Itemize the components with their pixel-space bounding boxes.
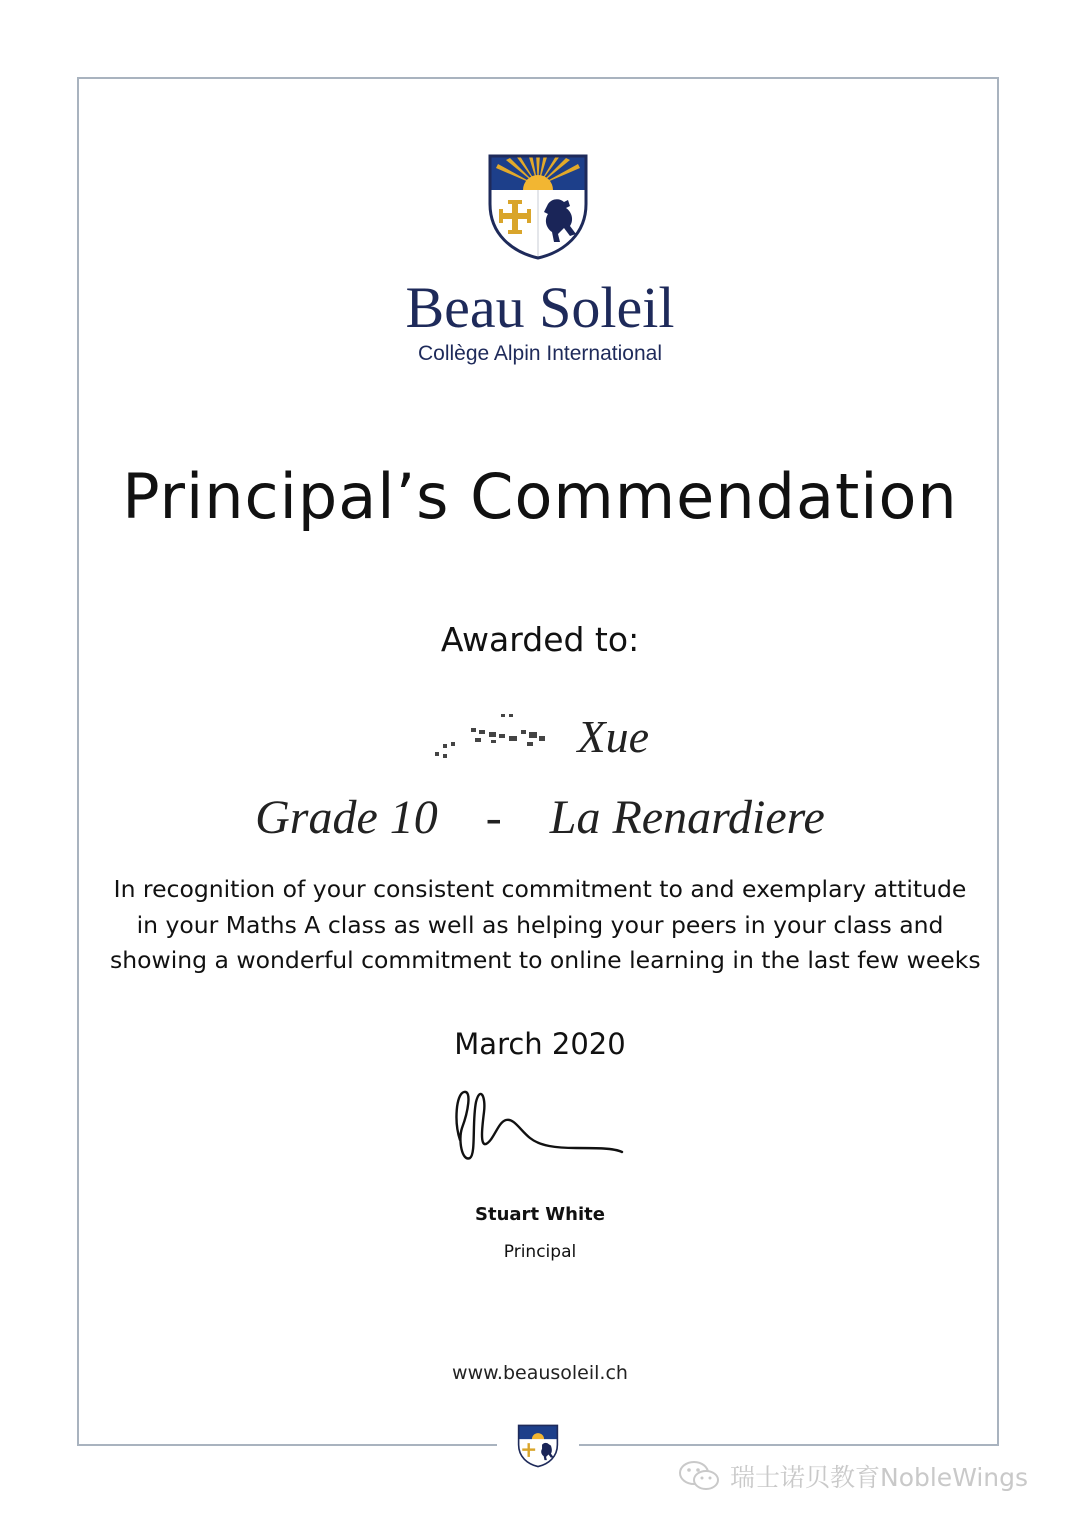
watermark: [678, 1456, 1028, 1496]
redacted-name-icon: [431, 712, 561, 762]
school-subtitle: Collège Alpin International: [417, 342, 662, 365]
recipient-surname: Xue: [577, 711, 649, 762]
grade-separator: -: [485, 791, 502, 844]
grade-house-line: [0, 790, 1080, 845]
school-crest-icon: [486, 154, 590, 260]
recognition-line: In recognition of your consistent commitment to and exemplary attitude: [113, 875, 967, 903]
small-crest-icon: [517, 1424, 559, 1468]
certificate-title: Principal’s Commendation: [122, 460, 958, 533]
signatory-title: Principal: [503, 1242, 577, 1262]
watermark-text: 瑞士诺贝教育NobleWings: [730, 1463, 1029, 1492]
awarded-label: Awarded to:: [440, 620, 640, 659]
grade-text: Grade 10: [255, 791, 438, 844]
wechat-icon: [678, 1459, 722, 1493]
signatory-name: Stuart White: [475, 1204, 605, 1225]
school-website: www.beausoleil.ch: [452, 1362, 628, 1384]
recognition-line: in your Maths A class as well as helping your peers in your class and: [136, 910, 944, 939]
recipient-line: [0, 710, 1080, 763]
recognition-text: [110, 872, 981, 979]
recognition-line: showing a wonderful commitment to online learning in the last few weeks: [110, 946, 981, 974]
signature-icon: [446, 1082, 630, 1168]
school-name: Beau Soleil: [405, 275, 675, 340]
house-text: La Renardiere: [549, 791, 825, 844]
award-date: March 2020: [454, 1027, 626, 1061]
